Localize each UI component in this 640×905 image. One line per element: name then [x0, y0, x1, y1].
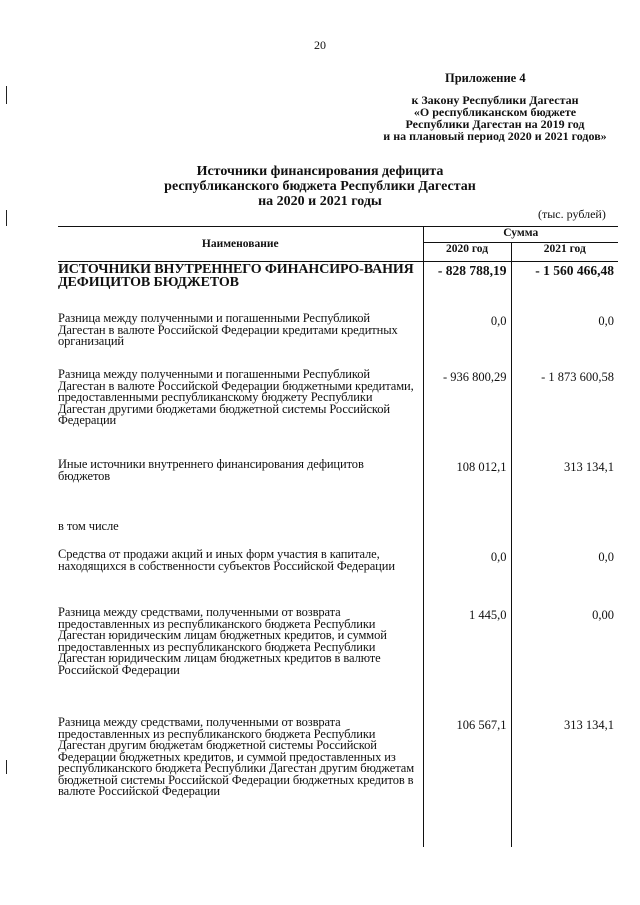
scan-margin-mark: [6, 210, 7, 226]
law-line: «О республиканском бюджете: [413, 105, 577, 119]
value-2021: 0,0: [598, 314, 614, 328]
column-header-sum: Сумма: [423, 227, 618, 243]
table-row: [58, 369, 618, 459]
scan-margin-mark: [6, 86, 7, 104]
table-row: [58, 313, 618, 369]
scan-margin-mark: [6, 760, 7, 774]
row-name: Иные источники внутреннего финансирования дефицитов бюджетов: [58, 457, 364, 483]
table-row: [58, 717, 618, 847]
value-2021: 0,0: [598, 550, 614, 564]
row-name: ИСТОЧНИКИ ВНУТРЕННЕГО ФИНАНСИРО-ВАНИЯ ДЕФИЦИТОВ БЮДЖЕТОВ: [58, 262, 414, 290]
law-line: и на плановый период 2020 и 2021 годов»: [383, 129, 607, 143]
value-2021: - 1 560 466,48: [535, 263, 614, 278]
table-row: [58, 607, 618, 717]
value-2020: - 828 788,19: [437, 263, 507, 278]
column-header-2020: 2020 год: [423, 243, 511, 262]
value-2020: 108 012,1: [456, 460, 507, 474]
value-2020: - 936 800,29: [442, 370, 507, 384]
value-2020: 106 567,1: [456, 718, 507, 732]
value-2021: 0,00: [592, 608, 614, 622]
value-2020: 0,0: [490, 314, 507, 328]
table-row: [58, 513, 618, 549]
law-line: Республики Дагестан на 2019 год: [405, 117, 585, 131]
title-line: республиканского бюджета Республики Дагестан: [164, 179, 476, 194]
value-2020: 0,0: [490, 550, 507, 564]
law-line: к Закону Республики Дагестан: [411, 93, 579, 107]
value-2021: 313 134,1: [564, 718, 614, 732]
row-name: Разница между средствами, полученными от возврата предоставленных из республиканского бюджета Республики Дагестан другим бюджетам бюджетной системы Российской Федерации бюджетных кредитов, и суммой предоставленных из республиканского бюджета Республики Дагестан другим бюджетам бюджетной системы Российской Федерации бюджетных кредитов в валюте Российской Федерации: [58, 715, 415, 798]
table-row: [58, 263, 618, 313]
row-name: Разница между полученными и погашенными Республикой Дагестан в валюте Российской Федерации бюджетными кредитами, предоставленными республиканскому бюджету Республики Дагестан другими бюджетами бюджетной системы Российской Федерации: [58, 367, 414, 427]
row-name: Разница между полученными и погашенными Республикой Дагестан в валюте Российской Федерации кредитами кредитных организаций: [58, 311, 398, 348]
value-2021: 313 134,1: [564, 460, 614, 474]
value-2020: 1 445,0: [469, 608, 507, 622]
row-name: Средства от продажи акций и иных форм участия в капитале, находящихся в собственности субъектов Российской Федерации: [58, 547, 395, 573]
page-number: 20: [314, 38, 326, 52]
title-line: Источники финансирования дефицита: [196, 164, 444, 179]
row-name: в том числе: [58, 519, 119, 533]
financing-sources-table: [58, 226, 618, 847]
title-line: на 2020 и 2021 годы: [258, 194, 382, 209]
value-2021: [614, 529, 618, 531]
units-label: (тыс. рублей): [538, 207, 606, 221]
document-title: [100, 164, 540, 209]
value-2021: - 1 873 600,58: [541, 370, 614, 384]
table-row: [58, 549, 618, 607]
law-reference: [370, 94, 620, 142]
appendix-label: Приложение 4: [445, 71, 526, 85]
column-header-name: Наименование: [58, 227, 423, 262]
table-row: [58, 459, 618, 513]
row-name: Разница между средствами, полученными от возврата предоставленных из республиканского бюджета Республики Дагестан юридическим лицам бюджетных кредитов, и суммой предоставленных из республиканского бюджета Республики Дагестан юридическим лицам бюджетных кредитов в валюте Российской Федерации: [58, 605, 387, 677]
value-2020: [507, 529, 511, 531]
column-header-2021: 2021 год: [511, 243, 618, 262]
